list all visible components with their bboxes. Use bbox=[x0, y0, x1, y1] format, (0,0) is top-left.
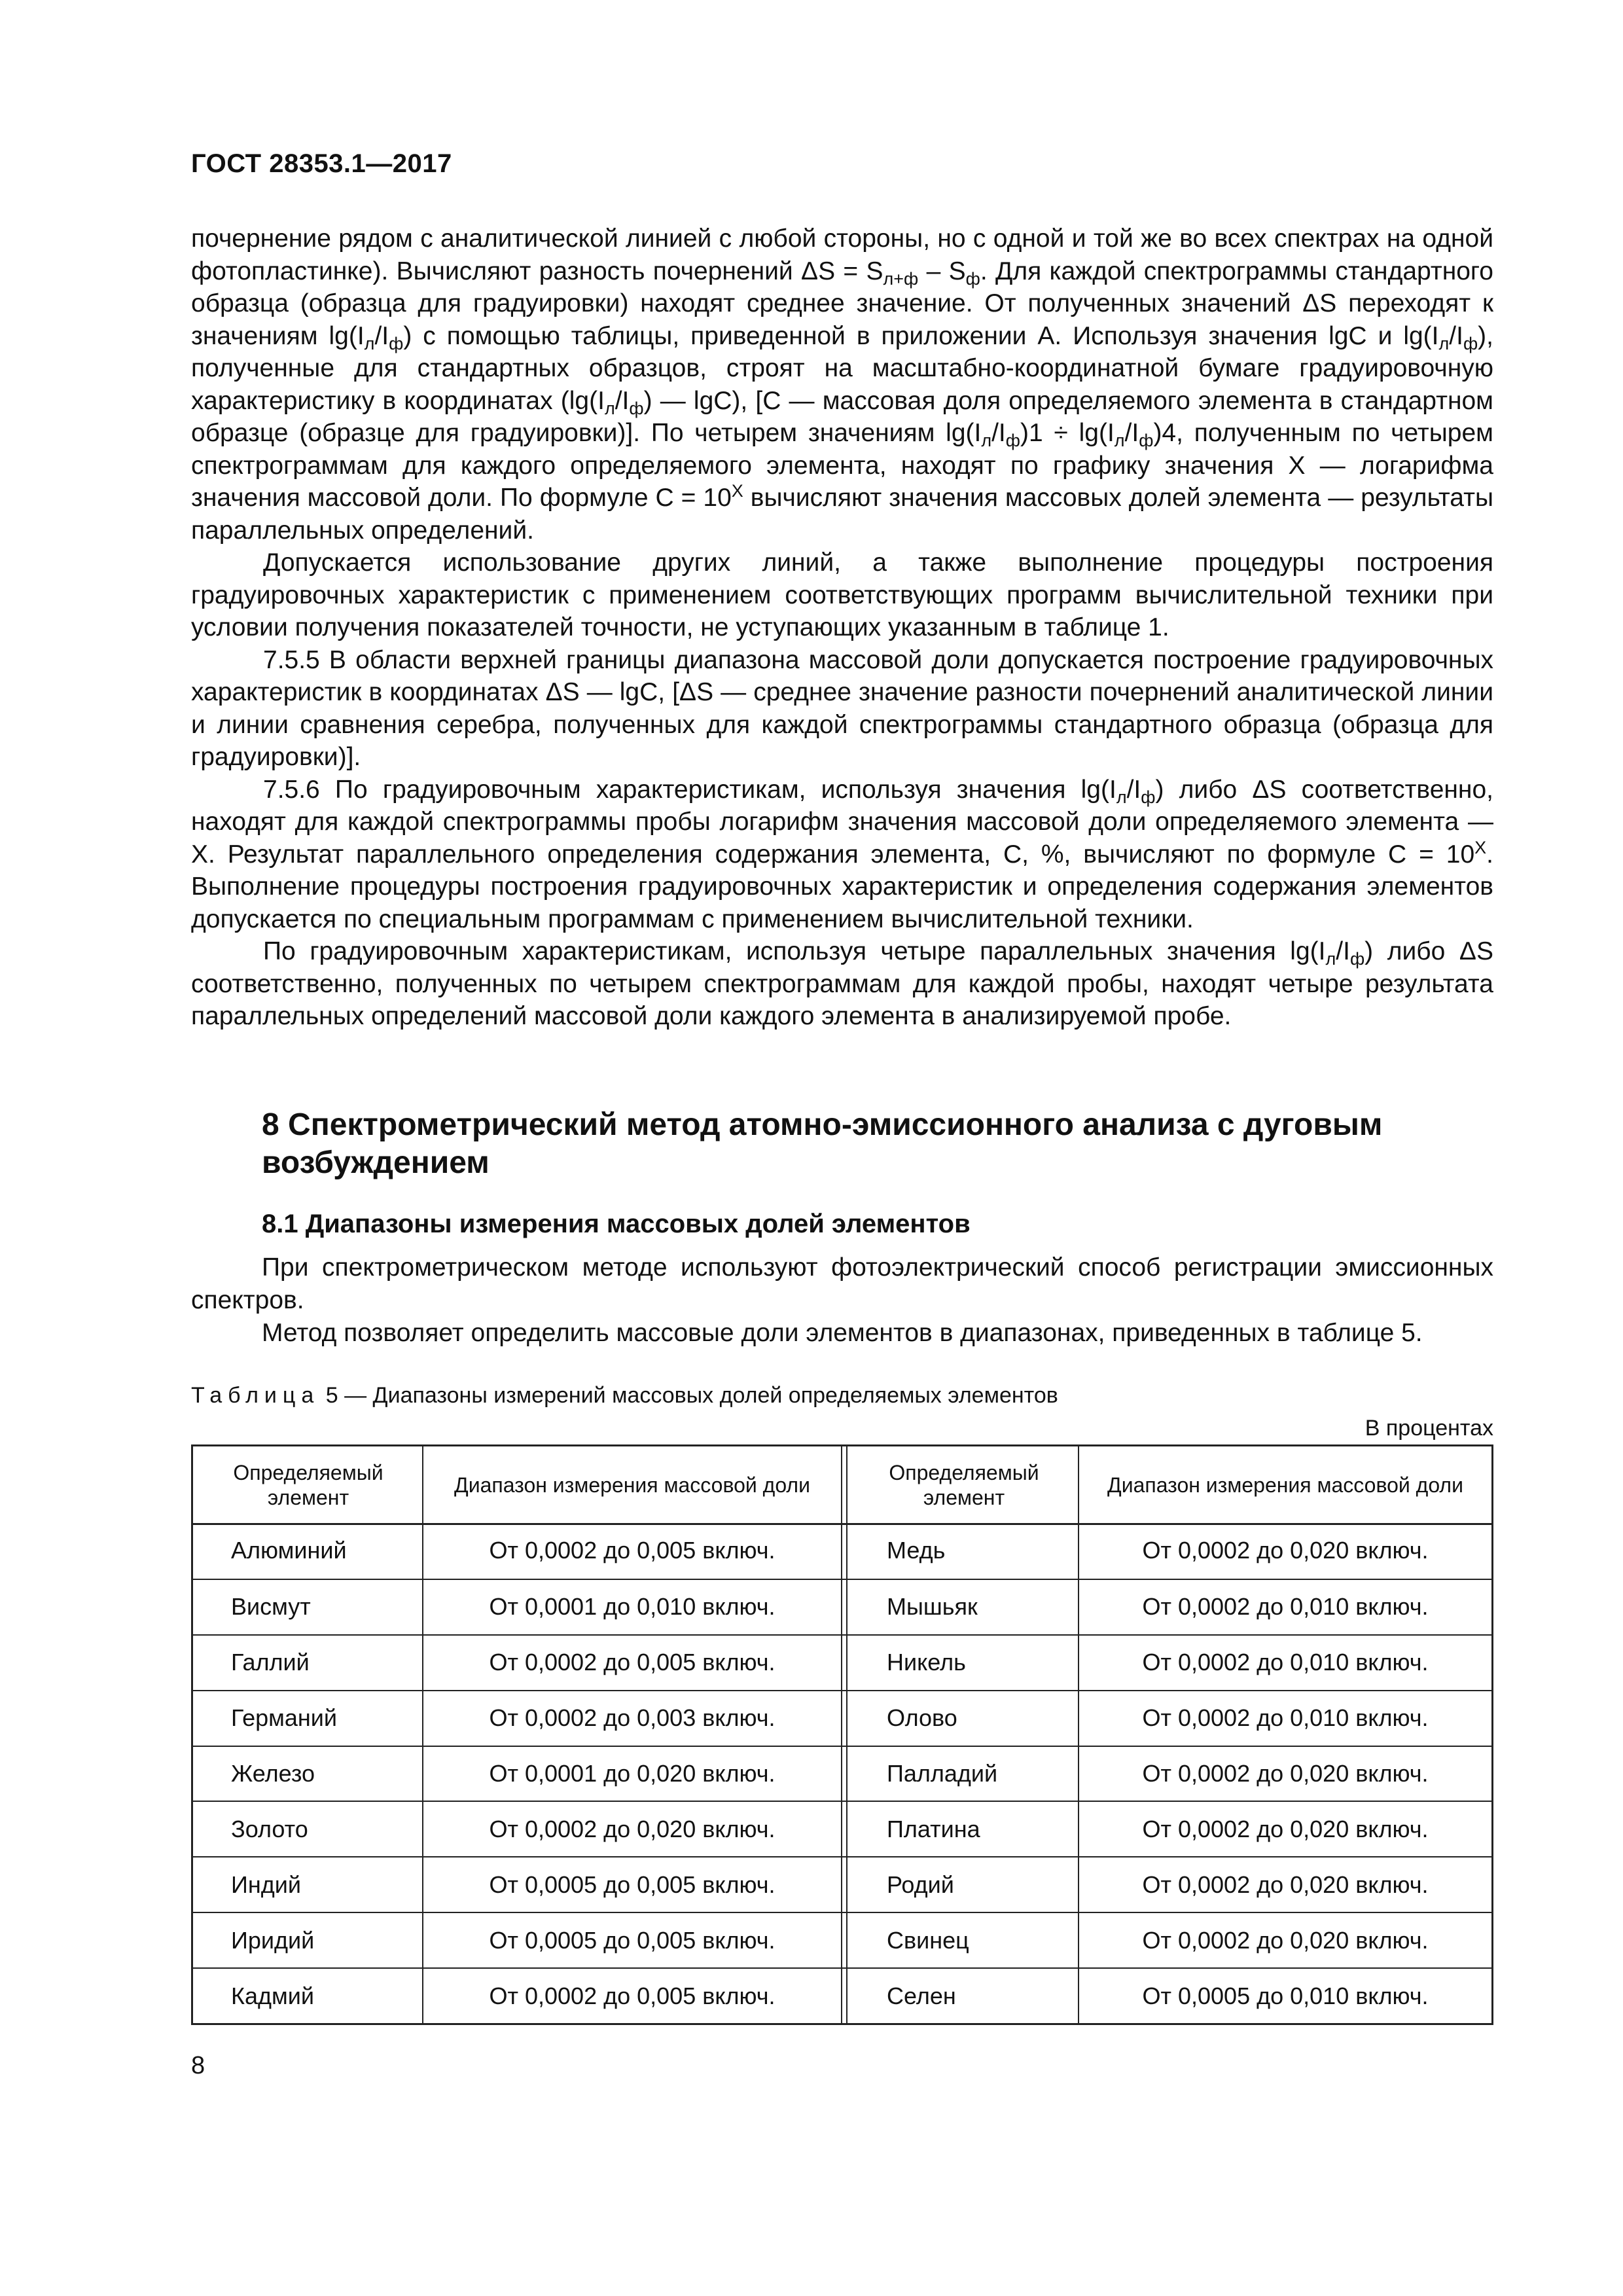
cell-element-right: Никель bbox=[887, 1649, 966, 1676]
table-caption-label: Таблица bbox=[191, 1383, 320, 1408]
header-range-left: Диапазон измерения массовой доли bbox=[454, 1473, 810, 1497]
column-divider bbox=[1078, 1446, 1079, 2023]
cell-range-right: От 0,0002 до 0,020 включ. bbox=[1142, 1759, 1429, 1787]
cell-element-right: Свинец bbox=[887, 1926, 969, 1954]
document-header-standard: ГОСТ 28353.1—2017 bbox=[191, 149, 452, 178]
cell-range-right: От 0,0002 до 0,010 включ. bbox=[1142, 1704, 1429, 1732]
body-text-block bbox=[191, 223, 1493, 1033]
column-double-divider bbox=[841, 1446, 847, 2023]
cell-range-left: От 0,0005 до 0,005 включ. bbox=[489, 1871, 776, 1898]
page-number: 8 bbox=[191, 2052, 205, 2079]
paragraph-other-lines: Допускается использование других линий, а также выполнение процедуры построения градуировочных характеристик с применением соответствующих программ вычислительной техники при условии получения показателей точности, не уступающих указанным в таблице 1. bbox=[191, 548, 1493, 641]
ranges-table bbox=[191, 1444, 1493, 2025]
table-unit: В процентах bbox=[1364, 1416, 1493, 1441]
cell-range-right: От 0,0002 до 0,020 включ. bbox=[1142, 1537, 1429, 1564]
table-caption bbox=[191, 1383, 1058, 1408]
cell-element-right: Олово bbox=[887, 1704, 957, 1732]
subsection-heading-8-1: 8.1 Диапазоны измерения массовых долей элементов bbox=[262, 1210, 971, 1238]
table-caption-text: 5 — Диапазоны измерений массовых долей определяемых элементов bbox=[319, 1383, 1058, 1408]
paragraph-parallel-results: По градуировочным характеристикам, используя четыре параллельных значения $\lg(I_л/I_ф)$ либо ΔS соответственно, полученных по четырем спектрограммам для каждой пробы, находят четыре результата параллельных определений массовой доли каждого элемента в анализируемой пробе. bbox=[191, 937, 1493, 1030]
cell-range-left: От 0,0002 до 0,003 включ. bbox=[489, 1704, 776, 1732]
cell-element-left: Кадмий bbox=[231, 1982, 314, 2009]
paragraph-ranges-reference: Метод позволяет определить массовые доли элементов в диапазонах, приведенных в таблице 5. bbox=[262, 1319, 1423, 1347]
cell-range-left: От 0,0005 до 0,005 включ. bbox=[489, 1926, 776, 1954]
cell-range-left: От 0,0002 до 0,005 включ. bbox=[489, 1537, 776, 1564]
section-heading-8: 8 Спектрометрический метод атомно-эмиссионного анализа с дуговым возбуждением bbox=[262, 1107, 1383, 1180]
cell-range-right: От 0,0002 до 0,020 включ. bbox=[1142, 1871, 1429, 1898]
cell-range-left: От 0,0001 до 0,010 включ. bbox=[489, 1593, 776, 1621]
cell-range-left: От 0,0002 до 0,005 включ. bbox=[489, 1982, 776, 2009]
cell-element-left: Алюминий bbox=[231, 1537, 347, 1564]
cell-element-right: Селен bbox=[887, 1982, 956, 2009]
cell-element-right: Медь bbox=[887, 1537, 946, 1564]
column-divider bbox=[422, 1446, 423, 2023]
cell-range-right: От 0,0002 до 0,020 включ. bbox=[1142, 1926, 1429, 1954]
cell-range-left: От 0,0002 до 0,005 включ. bbox=[489, 1649, 776, 1676]
paragraph-photoelectric: При спектрометрическом методе используют фотоэлектрический способ регистрации эмиссионных спектров. bbox=[191, 1253, 1493, 1314]
section-body-text bbox=[191, 1251, 1493, 1350]
cell-element-left: Германий bbox=[231, 1704, 337, 1732]
paragraph-7-5-5: 7.5.5 В области верхней границы диапазона массовой доли допускается построение градуировочных характеристик в координатах ΔS — lgC, [ΔS — среднее значение разности почернений аналитической линии и линии сравнения серебра, полученных для каждой спектрограммы стандартного образца (образца для градуировки)]. bbox=[191, 645, 1493, 771]
header-range-right: Диапазон измерения массовой доли bbox=[1107, 1473, 1463, 1497]
paragraph-calibration-procedure: почернение рядом с аналитической линией с любой стороны, но с одной и той же во всех спектрах на одной фотопластинке). Вычисляют разность почернений $\Delta S = S_{л+ф} - S_ф$. Для каждой спектрограммы стандартного образца (образца для градуировки) находят среднее значение. От полученных значений ΔS переходят к значениям $\lg(I_л/I_ф)$ с помощью таблицы, приведенной в приложении А. Используя значения lgC и $\lg(I_л/I_ф)$, полученные для стандартных образцов, строят на масштабно-координатной бумаге градуировочную характеристику в координатах ($\lg(I_л/I_ф)$ — lgC), [C — массовая доля определяемого элемента в стандартном образце (образце для градуировки)]. По четырем значениям $\lg(I_л/I_ф)1 \div \lg(I_л/I_ф)4$, полученным по четырем спектрограммам для каждого определяемого элемента, находят по графику значения X — логарифма значения массовой доли. По формуле $C = 10^X$ вычисляют значения массовых долей элемента — результаты параллельных определений. bbox=[191, 224, 1493, 545]
cell-range-right: От 0,0002 до 0,010 включ. bbox=[1142, 1649, 1429, 1676]
cell-element-right: Платина bbox=[887, 1815, 980, 1842]
cell-element-right: Мышьяк bbox=[887, 1593, 978, 1621]
paragraph-7-5-6: 7.5.6 По градуировочным характеристикам, используя значения $\lg(I_л/I_ф)$ либо ΔS соответственно, находят для каждой спектрограммы пробы логарифм значения массовой доли определяемого элемента — X. Результат параллельного определения содержания элемента, C, %, вычисляют по формуле $C = 10^X$. Выполнение процедуры построения градуировочных характеристик и определения содержания элементов допускается по специальным программам с применением вычислительной техники. bbox=[191, 775, 1493, 933]
cell-element-right: Родий bbox=[887, 1871, 954, 1898]
header-element-left: Определяемый элемент bbox=[233, 1460, 383, 1509]
cell-element-left: Галлий bbox=[231, 1649, 310, 1676]
cell-element-left: Золото bbox=[231, 1815, 308, 1842]
cell-element-left: Висмут bbox=[231, 1593, 311, 1621]
cell-range-right: От 0,0002 до 0,010 включ. bbox=[1142, 1593, 1429, 1621]
cell-range-left: От 0,0001 до 0,020 включ. bbox=[489, 1759, 776, 1787]
cell-range-left: От 0,0002 до 0,020 включ. bbox=[489, 1815, 776, 1842]
cell-element-left: Железо bbox=[231, 1759, 315, 1787]
cell-element-left: Индий bbox=[231, 1871, 301, 1898]
cell-element-left: Иридий bbox=[231, 1926, 315, 1954]
cell-element-right: Палладий bbox=[887, 1759, 998, 1787]
cell-range-right: От 0,0005 до 0,010 включ. bbox=[1142, 1982, 1429, 2009]
cell-range-right: От 0,0002 до 0,020 включ. bbox=[1142, 1815, 1429, 1842]
header-element-right: Определяемый элемент bbox=[889, 1460, 1039, 1509]
